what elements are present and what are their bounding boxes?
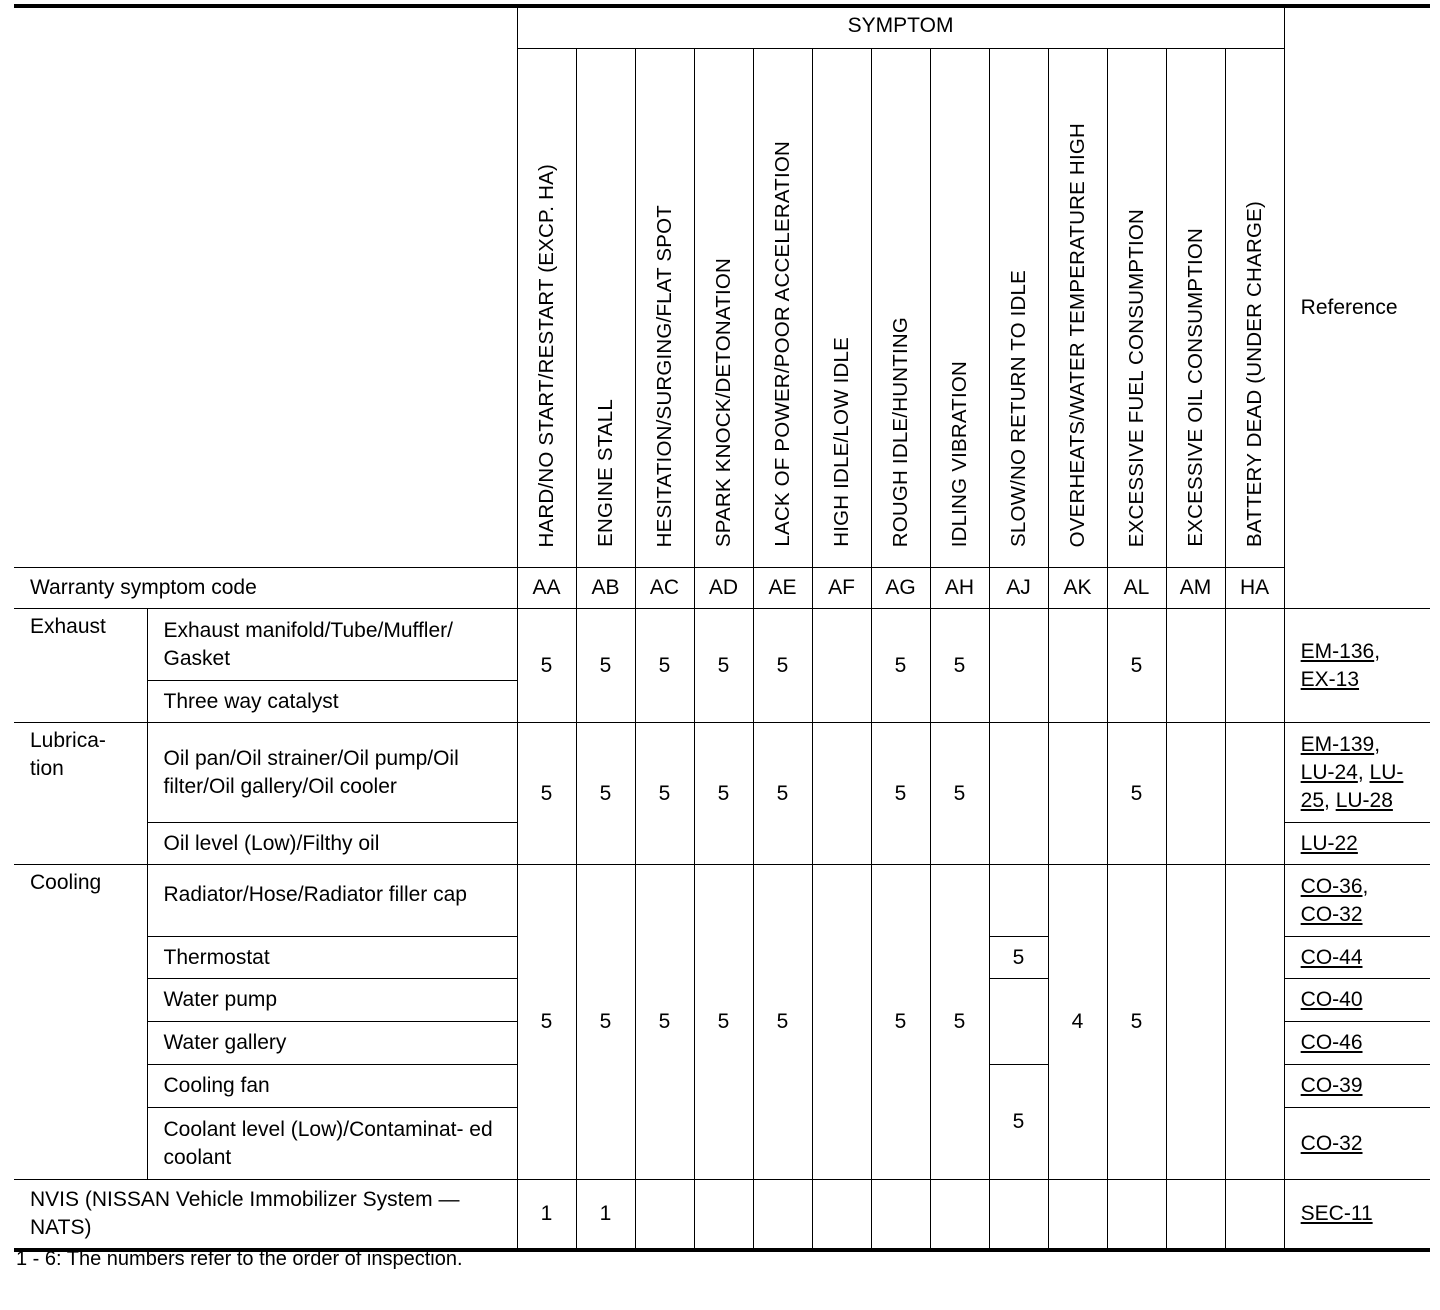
value-cell: 5 [635,723,694,865]
value-cell [1107,1180,1166,1250]
value-cell: 5 [694,723,753,865]
reference-water-gallery [1284,1022,1430,1065]
value-cell: 5 [930,865,989,1180]
header-row-1 [14,6,1430,49]
group-exhaust: Exhaust [14,609,147,723]
code-cell: HA [1225,568,1284,609]
item-three-way-catalyst: Three way catalyst [147,681,517,723]
reference-thermostat [1284,937,1430,979]
value-cell: 5 [930,723,989,865]
ref-link[interactable]: SEC-11 [1300,1201,1373,1225]
reference-nvis [1284,1180,1430,1250]
ref-link[interactable]: CO-46 [1300,1031,1363,1054]
code-cell: AH [930,568,989,609]
value-cell: 5 [1107,609,1166,723]
item-oil-level: Oil level (Low)/Filthy oil [147,823,517,865]
ref-link[interactable]: LU-22 [1300,831,1358,855]
lubrication-row-1 [14,723,1430,823]
value-cell [1166,609,1225,723]
value-cell [1048,609,1107,723]
value-cell [753,1180,812,1250]
value-cell: 5 [517,609,576,723]
code-cell: AD [694,568,753,609]
reference-coolant-level [1284,1108,1430,1180]
value-cell: 5 [576,723,635,865]
value-cell: 5 [871,609,930,723]
value-cell: 5 [694,609,753,723]
ref-link[interactable]: EM-139 [1300,732,1375,756]
value-cell [635,1180,694,1250]
aj-fan-value: 5 [989,1065,1048,1180]
value-cell [871,1180,930,1250]
ref-link[interactable]: 25 [1300,788,1325,812]
value-cell: 1 [517,1180,576,1250]
code-cell: AG [871,568,930,609]
symptom-ab: ENGINE STALL [576,49,635,568]
ref-link[interactable]: EM-136 [1300,639,1375,663]
item-exhaust-manifold: Exhaust manifold/Tube/Muffler/ Gasket [147,609,517,681]
item-water-gallery: Water gallery [147,1022,517,1065]
aj-thermostat-value: 5 [989,937,1048,979]
item-radiator: Radiator/Hose/Radiator filler cap [147,865,517,937]
value-cell: 5 [1107,723,1166,865]
value-cell [1225,865,1284,1180]
value-cell [1048,723,1107,865]
aj-pump-gallery-blank [989,979,1048,1065]
reference-lubrication: EM-139, LU-24, LU- 25, LU-28 [1284,723,1430,823]
value-cell: 5 [1107,865,1166,1180]
ref-link[interactable]: CO-32 [1300,1131,1363,1155]
value-cell [812,1180,871,1250]
reference-cooling-fan [1284,1065,1430,1108]
reference-oil-level [1284,823,1430,865]
item-coolant-level: Coolant level (Low)/Contaminat- ed coolant [147,1108,517,1180]
value-cell: 5 [930,609,989,723]
value-cell: 5 [517,865,576,1180]
cooling-row-1 [14,865,1430,937]
item-nvis: NVIS (NISSAN Vehicle Immobilizer System — NATS) [14,1180,517,1250]
value-cell: 5 [753,723,812,865]
code-cell: AF [812,568,871,609]
item-oil-pan: Oil pan/Oil strainer/Oil pump/Oil filter/Oil gallery/Oil cooler [147,723,517,823]
value-cell [812,865,871,1180]
value-cell [694,1180,753,1250]
ref-link[interactable]: CO-39 [1300,1074,1363,1097]
value-cell: 5 [871,723,930,865]
code-cell: AM [1166,568,1225,609]
value-cell [930,1180,989,1250]
value-cell: 5 [694,865,753,1180]
value-cell: 5 [753,865,812,1180]
exhaust-row-1 [14,609,1430,681]
symptom-am: EXCESSIVE OIL CONSUMPTION [1166,49,1225,568]
warranty-code-row [14,568,1430,609]
code-cell: AE [753,568,812,609]
symptom-ak: OVERHEATS/WATER TEMPERATURE HIGH [1048,49,1107,568]
value-cell [812,723,871,865]
reference-water-pump [1284,979,1430,1022]
value-cell [1166,1180,1225,1250]
value-cell: 1 [576,1180,635,1250]
symptom-al: EXCESSIVE FUEL CONSUMPTION [1107,49,1166,568]
value-cell: 5 [517,723,576,865]
symptom-ae: LACK OF POWER/POOR ACCELERATION [753,49,812,568]
symptom-ag: ROUGH IDLE/HUNTING [871,49,930,568]
value-cell [1225,609,1284,723]
warranty-label: Warranty symptom code [14,568,517,609]
symptom-header: SYMPTOM [517,6,1284,49]
code-cell: AB [576,568,635,609]
ref-link[interactable]: CO-36 [1300,874,1363,898]
value-cell: 5 [576,609,635,723]
code-cell: AK [1048,568,1107,609]
item-water-pump: Water pump [147,979,517,1022]
symptom-ah: IDLING VIBRATION [930,49,989,568]
value-cell: 4 [1048,865,1107,1180]
symptom-aj: SLOW/NO RETURN TO IDLE [989,49,1048,568]
ref-link[interactable]: LU-24 [1300,760,1358,784]
footnote: 1 - 6: The numbers refer to the order of inspection. [16,1248,463,1270]
value-cell [1225,1180,1284,1250]
symptom-ad: SPARK KNOCK/DETONATION [694,49,753,568]
value-cell: 5 [635,609,694,723]
value-cell [1166,865,1225,1180]
value-cell [1166,723,1225,865]
reference-radiator: CO-36, CO-32 [1284,865,1430,937]
aj-radiator-blank [989,865,1048,937]
value-cell [1225,723,1284,865]
ref-link[interactable]: CO-40 [1300,988,1363,1011]
value-cell: 5 [871,865,930,1180]
value-cell [812,609,871,723]
symptom-table [14,4,1430,1252]
value-cell [1048,1180,1107,1250]
ref-link[interactable]: CO-44 [1300,945,1363,969]
ref-link[interactable]: LU-28 [1335,788,1393,812]
code-cell: AC [635,568,694,609]
value-cell [989,1180,1048,1250]
symptom-aa: HARD/NO START/RESTART (EXCP. HA) [517,49,576,568]
symptom-table-container [14,4,1430,1252]
group-lubrication: Lubrica- tion [14,723,147,865]
item-thermostat: Thermostat [147,937,517,979]
ref-link[interactable]: EX-13 [1300,667,1360,691]
reference-header: Reference [1284,6,1430,609]
ref-link[interactable]: LU- [1369,760,1404,784]
symptom-ha: BATTERY DEAD (UNDER CHARGE) [1225,49,1284,568]
group-cooling: Cooling [14,865,147,1180]
ref-link[interactable]: CO-32 [1300,902,1363,926]
nvis-row [14,1180,1430,1250]
code-cell: AA [517,568,576,609]
code-cell: AL [1107,568,1166,609]
value-cell [989,609,1048,723]
value-cell: 5 [635,865,694,1180]
code-cell: AJ [989,568,1048,609]
symptom-ac: HESITATION/SURGING/FLAT SPOT [635,49,694,568]
item-cooling-fan: Cooling fan [147,1065,517,1108]
blank-corner-cell [14,6,517,568]
value-cell: 5 [753,609,812,723]
value-cell: 5 [576,865,635,1180]
reference-exhaust: EM-136, EX-13 [1284,609,1430,723]
symptom-af: HIGH IDLE/LOW IDLE [812,49,871,568]
value-cell [989,723,1048,865]
